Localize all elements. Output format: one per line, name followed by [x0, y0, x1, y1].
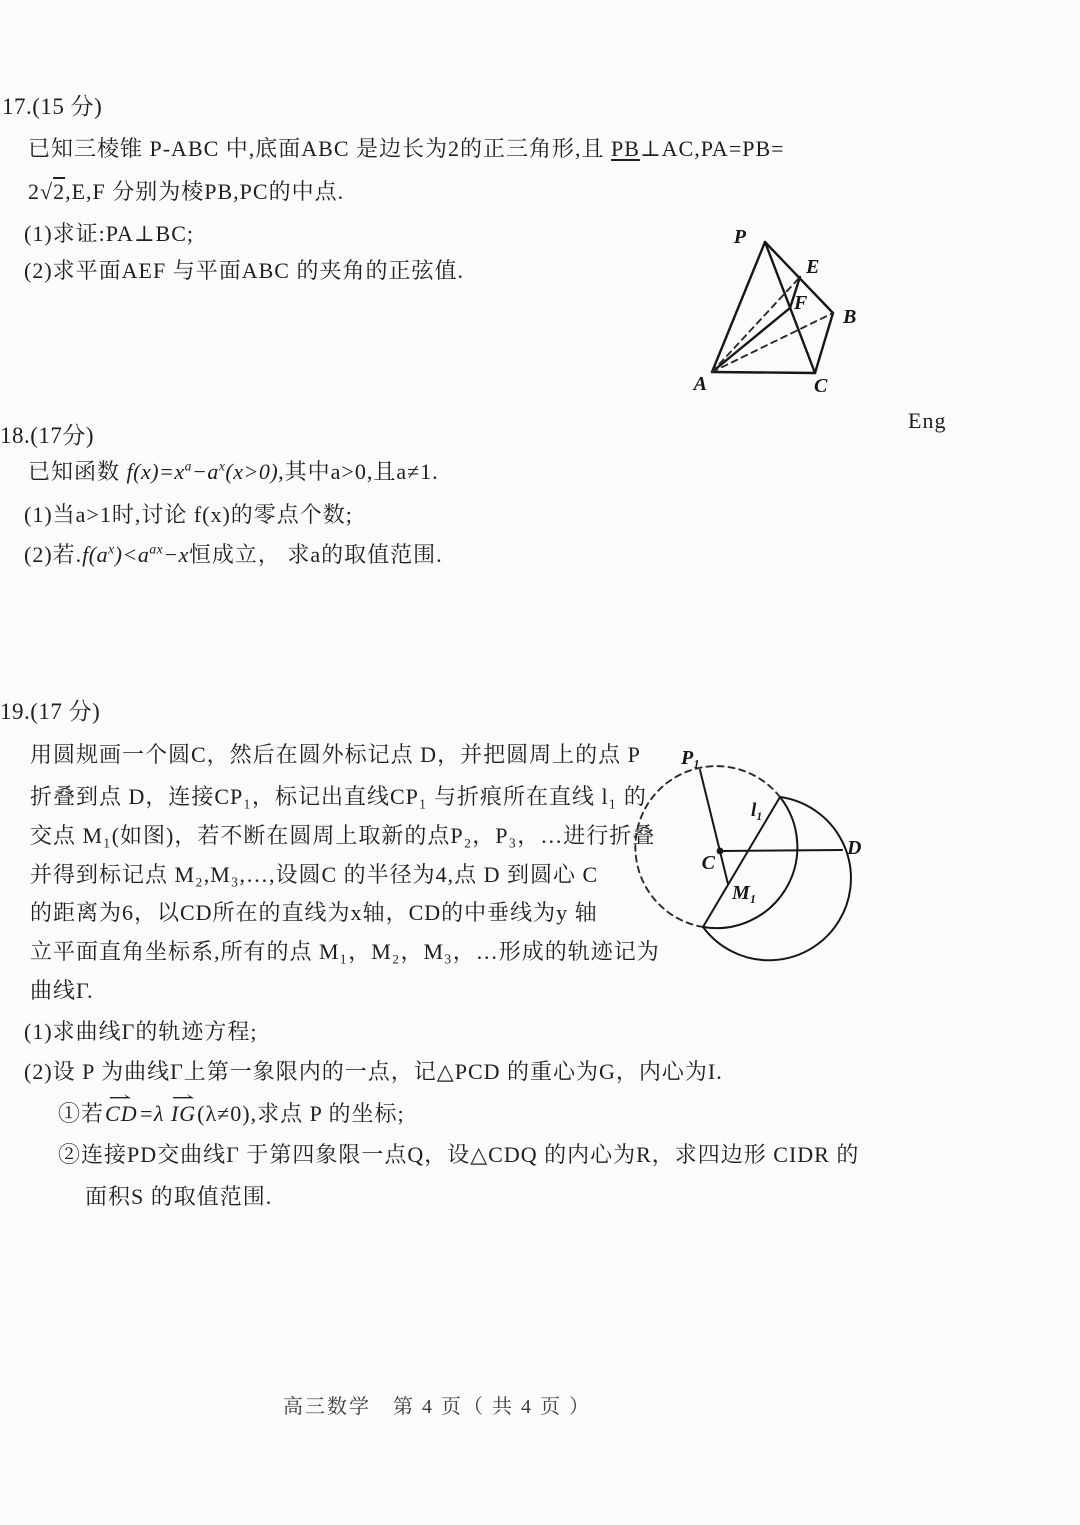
folded-arc-through-d	[703, 797, 851, 960]
q19-line-3: 交点 M₁(如图)，若不断在圆周上取新的点P₂，P₃，…进行折叠	[30, 823, 656, 848]
page-footer: 高三数学 第 4 页（ 共 4 页 ）	[283, 1396, 591, 1418]
q19-sub2: ②连接PD交曲线Γ 于第四象限一点Q，设△CDQ 的内心为R，求四边形 CIDR 的	[58, 1142, 860, 1167]
eng-annotation: Eng	[908, 408, 947, 433]
vertex-label-a: A	[693, 373, 707, 395]
circle-c-dashed-arc	[635, 766, 780, 927]
formula-fx: $f(x)=x^a-a^x(x>0)$	[126, 458, 279, 484]
segment-cd	[720, 850, 842, 851]
q18-item2: (2)若$.f(a^x)<a^{ax}-x$恒成立， 求a的取值范围.	[24, 541, 443, 567]
vertex-label-b: B	[843, 306, 857, 328]
q17-line1: 已知三棱锥 P-ABC 中,底面ABC 是边长为2的正三角形,且 PB⊥AC,PA=PB=	[28, 136, 785, 161]
edge-pa	[712, 242, 765, 372]
q18-header: 18.(17分)	[0, 423, 95, 448]
circle-fold-figure	[630, 728, 945, 980]
center-label-c: C	[701, 852, 715, 874]
sqrt-radicand: 2	[53, 179, 66, 204]
vertex-label-c: C	[814, 375, 828, 397]
segment-ae-hidden	[712, 277, 800, 372]
q19-line-5: 的距离为6，以CD所在的直线为x轴，CD的中垂线为y 轴	[30, 900, 598, 925]
q19-header: 19.(17 分)	[0, 699, 101, 724]
edge-bc	[815, 313, 833, 373]
point-label-m1: M₁	[732, 882, 757, 904]
circle-fold-curves	[635, 766, 851, 960]
q19-line-4: 并得到标记点 M₂,M₃,…,设圆C 的半径为4,点 D 到圆心 C	[30, 862, 599, 887]
vector-ig: IG ⇀	[170, 1100, 197, 1128]
segment-af	[712, 308, 790, 372]
q19-line-2: 折叠到点 D，连接CP₁，标记出直线CP₁ 与折痕所在直线 l₁ 的	[30, 784, 647, 809]
q18-intro: 已知函数 $f(x)=x^a-a^x(x>0)$,其中a>0,且a≠1.	[28, 458, 439, 484]
q19-line-7: 曲线Γ.	[30, 978, 94, 1003]
q19-line-1: 用圆规画一个圆C，然后在圆外标记点 D，并把圆周上的点 P	[30, 742, 641, 767]
center-dot-c	[717, 848, 724, 855]
q17-item2: (2)求平面AEF 与平面ABC 的夹角的正弦值.	[24, 258, 464, 283]
q17-item1: (1)求证:PA⊥BC;	[24, 221, 195, 246]
vertex-label-p: P	[733, 226, 746, 248]
edge-ac	[712, 372, 815, 373]
q19-line-6: 立平面直角坐标系,所有的点 M₁，M₂，M₃，…形成的轨迹记为	[30, 939, 660, 964]
q17-header: 17.(15 分)	[2, 94, 103, 119]
q19-item1: (1)求曲线Γ的轨迹方程;	[24, 1019, 258, 1044]
q19-sub1: ①若CD ⇀=λ IG ⇀(λ≠0),求点 P 的坐标;	[58, 1100, 405, 1128]
q18-item1: (1)当a>1时,讨论 f(x)的零点个数;	[24, 502, 353, 527]
underlined-pb: PB	[611, 136, 640, 161]
circle-fold-labels	[680, 747, 861, 904]
formula-inequality: $f(a^x)<a^{ax}-x$	[82, 541, 189, 567]
point-label-p1: P₁	[681, 747, 701, 769]
q19-item2: (2)设 P 为曲线Γ上第一象限内的一点，记△PCD 的重心为G，内心为I.	[24, 1059, 723, 1084]
q17-line2: 2√2,E,F 分别为棱PB,PC的中点.	[28, 179, 345, 204]
q19-sub2-cont: 面积S 的取值范围.	[85, 1184, 273, 1209]
point-label-d: D	[847, 837, 862, 859]
tetrahedron-figure	[678, 220, 888, 405]
crease-label-l1: l₁	[751, 800, 763, 821]
vertex-label-f: F	[794, 292, 808, 314]
vertex-label-e: E	[806, 256, 820, 278]
vector-cd: CD ⇀	[104, 1100, 139, 1128]
